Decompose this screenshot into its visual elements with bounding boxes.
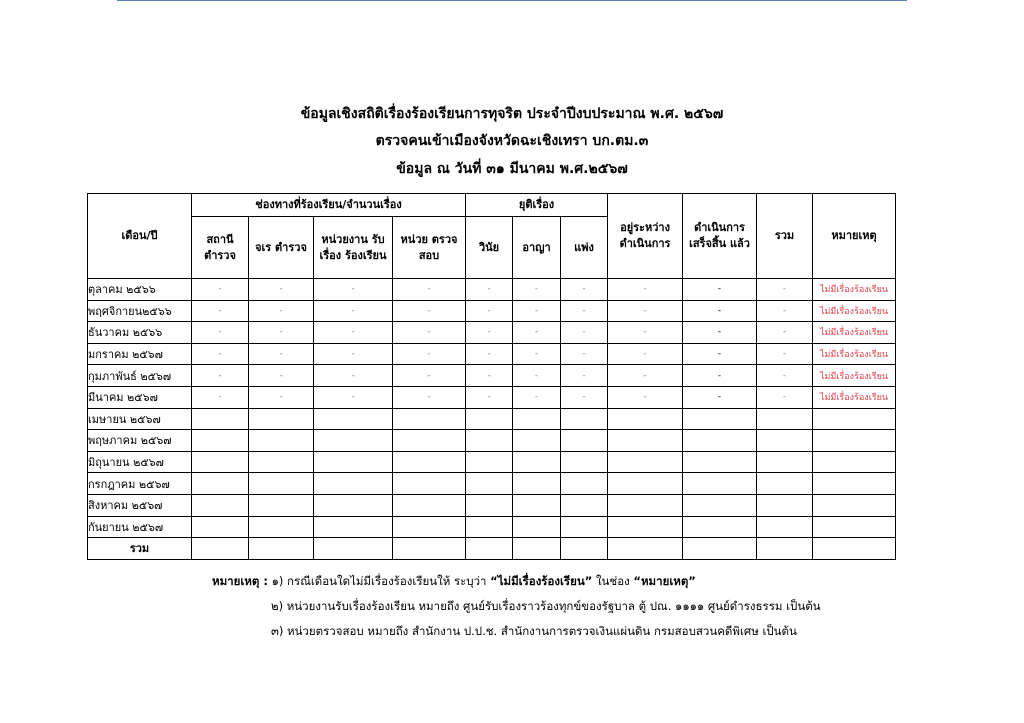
page-title-line2: ตรวจคนเข้าเมืองจังหวัดฉะเชิงเทรา บก.ตม.๓ (375, 133, 649, 149)
empty-cell (192, 473, 249, 495)
value-cell: - (314, 365, 393, 387)
total-cell (513, 538, 561, 560)
total-row (88, 538, 896, 560)
page-title-line3: ข้อมูล ณ วันที่ ๓๑ มีนาคม พ.ศ.๒๕๖๗ (396, 161, 628, 177)
value-cell: - (561, 322, 608, 344)
empty-cell (683, 430, 757, 452)
empty-cell (314, 473, 393, 495)
header-channels: ช่องทางที่ร้องเรียน/จำนวนเรื่อง (192, 194, 466, 217)
empty-note-cell (813, 430, 896, 452)
month-cell: มิถุนายน ๒๕๖๗ (88, 451, 192, 473)
value-cell: - (192, 322, 249, 344)
note1-text: ๑) กรณีเดือนใดไม่มีเรื่องร้องเรียนให้ ระบุว่า (271, 574, 487, 588)
header-done: ดำเนินการ เสร็จสิ้น แล้ว (683, 194, 757, 279)
value-cell: - (513, 365, 561, 387)
value-cell: - (513, 279, 561, 301)
empty-cell (513, 451, 561, 473)
empty-cell (757, 430, 813, 452)
empty-note-cell (813, 408, 896, 430)
empty-cell (561, 408, 608, 430)
header-total: รวม (757, 194, 813, 279)
empty-cell (249, 430, 314, 452)
empty-cell (192, 494, 249, 516)
empty-cell (608, 473, 683, 495)
value-cell: - (561, 365, 608, 387)
note-cell: ไม่มีเรื่องร้องเรียน (813, 365, 896, 387)
table-row (88, 473, 896, 495)
value-cell: - (683, 300, 757, 322)
month-cell: สิงหาคม ๒๕๖๗ (88, 494, 192, 516)
value-cell: - (561, 343, 608, 365)
value-cell: - (757, 365, 813, 387)
value-cell: - (513, 300, 561, 322)
month-cell: มีนาคม ๒๕๖๗ (88, 386, 192, 408)
empty-note-cell (813, 494, 896, 516)
note-cell: ไม่มีเรื่องร้องเรียน (813, 343, 896, 365)
empty-cell (561, 516, 608, 538)
value-cell: - (608, 365, 683, 387)
value-cell: - (192, 279, 249, 301)
empty-cell (192, 430, 249, 452)
table-row (88, 408, 896, 430)
empty-cell (757, 408, 813, 430)
empty-cell (513, 430, 561, 452)
empty-cell (608, 408, 683, 430)
empty-cell (683, 516, 757, 538)
value-cell: - (608, 322, 683, 344)
total-cell (757, 538, 813, 560)
value-cell: - (393, 343, 466, 365)
note-cell: ไม่มีเรื่องร้องเรียน (813, 279, 896, 301)
empty-cell (393, 516, 466, 538)
empty-cell (466, 516, 513, 538)
total-cell (561, 538, 608, 560)
empty-cell (314, 516, 393, 538)
total-cell (466, 538, 513, 560)
value-cell: - (466, 279, 513, 301)
value-cell: - (757, 386, 813, 408)
value-cell: - (757, 343, 813, 365)
empty-cell (513, 473, 561, 495)
value-cell: - (314, 322, 393, 344)
value-cell: - (314, 279, 393, 301)
empty-cell (192, 451, 249, 473)
month-cell: พฤษภาคม ๒๕๖๗ (88, 430, 192, 452)
table-row (88, 430, 896, 452)
value-cell: - (608, 343, 683, 365)
value-cell: - (561, 386, 608, 408)
empty-cell (393, 451, 466, 473)
empty-cell (466, 408, 513, 430)
note-cell: ไม่มีเรื่องร้องเรียน (813, 300, 896, 322)
empty-cell (314, 494, 393, 516)
header-audit-unit: หน่วย ตรวจสอบ (393, 217, 466, 279)
notes-label: หมายเหตุ : (212, 574, 268, 588)
total-cell (249, 538, 314, 560)
empty-cell (608, 451, 683, 473)
value-cell: - (314, 300, 393, 322)
value-cell: - (683, 386, 757, 408)
value-cell: - (513, 322, 561, 344)
note-cell: ไม่มีเรื่องร้องเรียน (813, 386, 896, 408)
empty-cell (393, 408, 466, 430)
total-cell (192, 538, 249, 560)
header-note: หมายเหตุ (813, 194, 896, 279)
table-row (88, 386, 896, 408)
header-discipline: วินัย (466, 217, 513, 279)
empty-note-cell (813, 451, 896, 473)
value-cell: - (561, 300, 608, 322)
value-cell: - (757, 279, 813, 301)
value-cell: - (314, 343, 393, 365)
month-cell: ตุลาคม ๒๕๖๖ (88, 279, 192, 301)
empty-cell (683, 451, 757, 473)
empty-cell (314, 451, 393, 473)
value-cell: - (393, 322, 466, 344)
note1-quote2: “หมายเหตุ” (633, 574, 696, 588)
value-cell: - (249, 300, 314, 322)
value-cell: - (683, 343, 757, 365)
value-cell: - (249, 279, 314, 301)
value-cell: - (513, 386, 561, 408)
value-cell: - (561, 279, 608, 301)
empty-cell (314, 408, 393, 430)
value-cell: - (249, 322, 314, 344)
value-cell: - (249, 343, 314, 365)
table-row (88, 322, 896, 344)
header-police-station: สถานี ตำรวจ (192, 217, 249, 279)
value-cell: - (466, 343, 513, 365)
note-cell: ไม่มีเรื่องร้องเรียน (813, 322, 896, 344)
complaint-statistics-table (87, 193, 896, 560)
value-cell: - (466, 322, 513, 344)
empty-cell (561, 473, 608, 495)
value-cell: - (249, 365, 314, 387)
empty-cell (513, 516, 561, 538)
empty-cell (757, 473, 813, 495)
empty-cell (608, 516, 683, 538)
empty-cell (608, 494, 683, 516)
empty-cell (757, 516, 813, 538)
empty-cell (192, 516, 249, 538)
value-cell: - (192, 386, 249, 408)
empty-cell (393, 494, 466, 516)
month-cell: พฤศจิกายน๒๕๖๖ (88, 300, 192, 322)
month-cell: มกราคม ๒๕๖๗ (88, 343, 192, 365)
header-criminal: อาญา (513, 217, 561, 279)
month-cell: เมษายน ๒๕๖๗ (88, 408, 192, 430)
empty-cell (561, 430, 608, 452)
table-row (88, 300, 896, 322)
header-civil: แพ่ง (561, 217, 608, 279)
table-row (88, 343, 896, 365)
value-cell: - (192, 365, 249, 387)
table-row (88, 516, 896, 538)
note1-quote: “ไม่มีเรื่องร้องเรียน” (490, 574, 593, 588)
value-cell: - (683, 365, 757, 387)
empty-cell (466, 473, 513, 495)
value-cell: - (393, 279, 466, 301)
empty-cell (561, 494, 608, 516)
month-cell: กุมภาพันธ์ ๒๕๖๗ (88, 365, 192, 387)
value-cell: - (683, 279, 757, 301)
value-cell: - (466, 300, 513, 322)
empty-cell (466, 494, 513, 516)
notes-line3: ๓) หน่วยตรวจสอบ หมายถึง สำนักงาน ป.ป.ช. สำนักงานการตรวจเงินแผ่นดิน กรมสอบสวนคดีพิเศษ เป็นต้น (271, 624, 797, 638)
value-cell: - (683, 322, 757, 344)
value-cell: - (608, 300, 683, 322)
empty-note-cell (813, 473, 896, 495)
notes-line1 (212, 573, 696, 591)
table-row (88, 494, 896, 516)
header-month: เดือน/ปี (88, 194, 192, 279)
empty-cell (683, 494, 757, 516)
empty-cell (393, 473, 466, 495)
total-cell (393, 538, 466, 560)
total-cell (314, 538, 393, 560)
empty-cell (249, 408, 314, 430)
header-ended: ยุติเรื่อง (466, 194, 608, 217)
value-cell: - (192, 300, 249, 322)
empty-cell (192, 408, 249, 430)
value-cell: - (466, 365, 513, 387)
empty-cell (249, 516, 314, 538)
empty-cell (561, 451, 608, 473)
empty-cell (757, 451, 813, 473)
empty-cell (314, 430, 393, 452)
value-cell: - (393, 300, 466, 322)
empty-cell (513, 494, 561, 516)
table-row (88, 365, 896, 387)
empty-cell (466, 451, 513, 473)
month-cell: ธันวาคม ๒๕๖๖ (88, 322, 192, 344)
total-cell (683, 538, 757, 560)
value-cell: - (757, 322, 813, 344)
empty-note-cell (813, 516, 896, 538)
value-cell: - (393, 365, 466, 387)
value-cell: - (192, 343, 249, 365)
empty-cell (757, 494, 813, 516)
empty-cell (249, 473, 314, 495)
table-row (88, 279, 896, 301)
table-row (88, 451, 896, 473)
header-pending: อยู่ระหว่าง ดำเนินการ (608, 194, 683, 279)
header-police-inspector: จเร ตำรวจ (249, 217, 314, 279)
top-rule (117, 0, 907, 1)
page-title-line1: ข้อมูลเชิงสถิติเรื่องร้องเรียนการทุจริต ประจำปีงบประมาณ พ.ศ. ๒๕๖๗ (300, 106, 724, 122)
empty-cell (608, 430, 683, 452)
empty-cell (249, 494, 314, 516)
value-cell: - (608, 279, 683, 301)
month-cell: กันยายน ๒๕๖๗ (88, 516, 192, 538)
value-cell: - (757, 300, 813, 322)
empty-cell (683, 473, 757, 495)
note1-text2: ในช่อง (595, 574, 630, 588)
empty-cell (466, 430, 513, 452)
header-complaint-agency: หน่วยงาน รับเรื่อง ร้องเรียน (314, 217, 393, 279)
empty-cell (393, 430, 466, 452)
notes-line2: ๒) หน่วยงานรับเรื่องร้องเรียน หมายถึง ศูนย์รับเรื่องราวร้องทุกข์ของรัฐบาล ตู้ ปณ. ๑๑๑๑ ศูนย์ดำรงธรรม เป็นต้น (271, 599, 821, 613)
value-cell: - (393, 386, 466, 408)
empty-cell (513, 408, 561, 430)
value-cell: - (466, 386, 513, 408)
empty-cell (249, 451, 314, 473)
total-label: รวม (88, 538, 192, 560)
value-cell: - (513, 343, 561, 365)
value-cell: - (249, 386, 314, 408)
value-cell: - (314, 386, 393, 408)
month-cell: กรกฎาคม ๒๕๖๗ (88, 473, 192, 495)
total-cell (813, 538, 896, 560)
value-cell: - (608, 386, 683, 408)
empty-cell (683, 408, 757, 430)
total-cell (608, 538, 683, 560)
